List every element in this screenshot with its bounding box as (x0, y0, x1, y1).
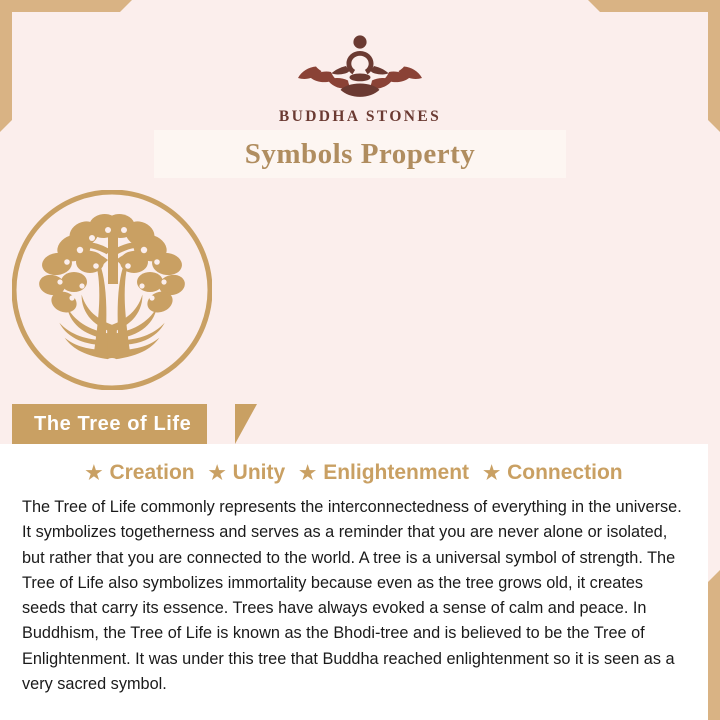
ribbon-tail-decoration (235, 404, 257, 444)
tree-of-life-icon (12, 190, 708, 395)
brand-name: BUDDHA STONES (278, 108, 442, 125)
keyword-item (85, 461, 194, 485)
keyword-list (0, 444, 708, 485)
keyword-label: Creation (109, 461, 195, 484)
keyword-label: Enlightenment (323, 461, 470, 484)
keyword-label: Unity (232, 461, 286, 484)
keyword-item (299, 461, 469, 485)
description-paragraph: The Tree of Life commonly represents the interconnectedness of everything in the universe. It symbolizes togetherness and serves as a reminder that you are never alone or isolated, but rather that you are connected to the world. A tree is a universal symbol of strength. The Tree of Life also symbolizes immortality because even as the tree grows old, it creates seeds that carry its essence. Trees have always evoked a sense of calm and peace. In Buddhism, the Tree of Life is known as the Bhodi-tree and is believed to be the Tree of Enlightenment. It was under this tree that Buddha reached enlightenment so it is seen as a very sacred symbol. (22, 498, 682, 693)
keyword-item (209, 461, 286, 485)
star-icon: ★ (208, 462, 226, 484)
keyword-item (483, 461, 623, 485)
section-label: The Tree of Life (34, 412, 192, 435)
star-icon: ★ (299, 462, 317, 484)
description-card (0, 444, 708, 720)
brand-header (12, 26, 708, 126)
illustration-area (12, 190, 708, 400)
section-label-ribbon (12, 404, 207, 444)
lotus-meditation-icon (285, 26, 435, 104)
page-title-bar (154, 130, 566, 178)
star-icon: ★ (85, 462, 103, 484)
page-title: Symbols Property (244, 137, 476, 170)
keyword-label: Connection (507, 461, 623, 484)
star-icon: ★ (483, 462, 501, 484)
